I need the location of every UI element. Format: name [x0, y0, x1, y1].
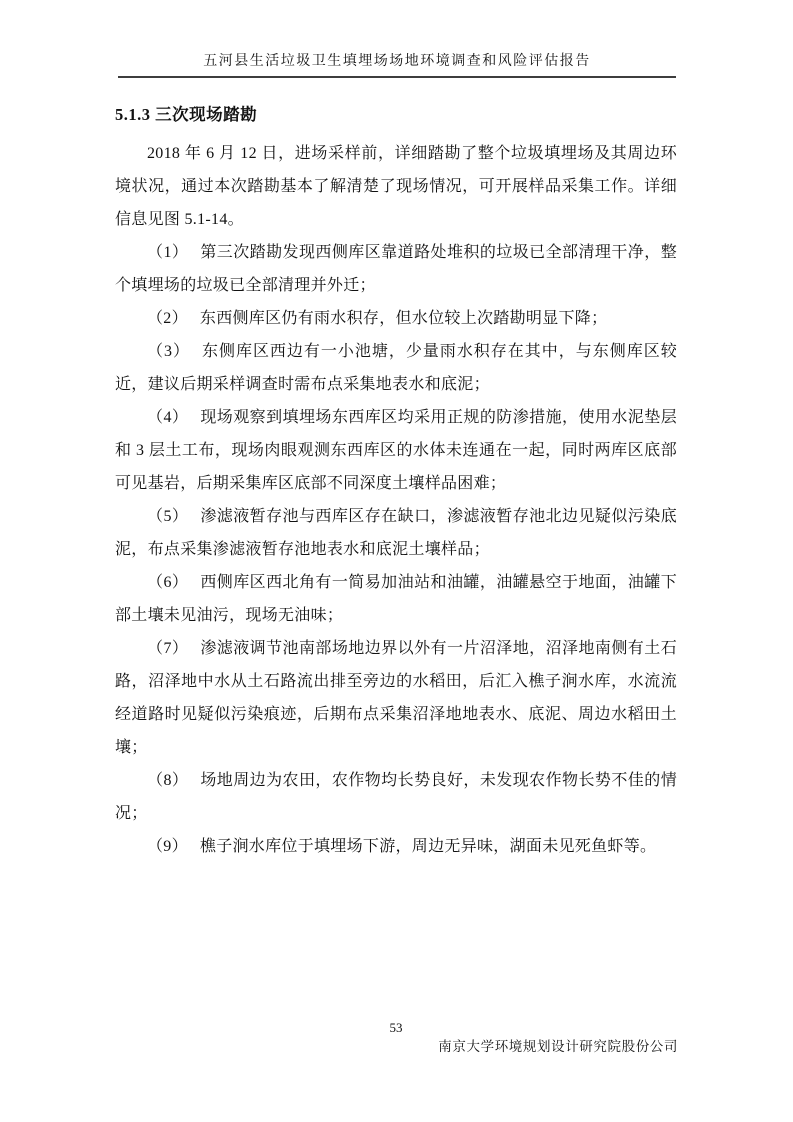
item-text: 现场观察到填埋场东西库区均采用正规的防渗措施，使用水泥垫层和 3 层土工布，现场肉眼观测东西库区的水体未连通在一起，同时两库区底部可见基岩，后期采集库区底部不同深度土壤样品困难；	[115, 409, 677, 492]
list-item	[115, 566, 677, 632]
page-number: 53	[389, 1020, 403, 1035]
item-number: （2）	[147, 310, 188, 327]
list-item	[115, 236, 677, 302]
footer-company: 南京大学环境规划设计研究院股份公司	[438, 1039, 678, 1054]
item-text: 樵子涧水库位于填埋场下游，周边无异味，湖面未见死鱼虾等。	[199, 838, 657, 855]
item-number: （6）	[147, 574, 189, 591]
header-title: 五河县生活垃圾卫生填埋场场地环境调查和风险评估报告	[203, 54, 591, 69]
item-number: （1）	[147, 244, 189, 261]
item-number: （4）	[147, 409, 189, 426]
document-body	[115, 97, 677, 863]
list-item	[115, 401, 677, 500]
item-text: 东侧库区西边有一小池塘，少量雨水积存在其中，与东侧库区较近，建议后期采样调查时需布点采集地表水和底泥；	[115, 343, 677, 393]
item-text: 第三次踏勘发现西侧库区靠道路处堆积的垃圾已全部清理干净，整个填埋场的垃圾已全部清理并外迁；	[115, 244, 677, 294]
item-text: 渗滤液调节池南部场地边界以外有一片沼泽地，沼泽地南侧有土石路，沼泽地中水从土石路流出排至旁边的水稻田，后汇入樵子涧水库，水流流经道路时见疑似污染痕迹，后期布点采集沼泽地地表水、底泥、周边水稻田土壤；	[115, 640, 677, 756]
section-heading: 5.1.3 三次现场踏勘	[115, 105, 258, 124]
page-header	[118, 52, 676, 78]
list-item	[115, 335, 677, 401]
item-text: 西侧库区西北角有一简易加油站和油罐，油罐悬空于地面，油罐下部土壤未见油污，现场无油味；	[115, 574, 677, 624]
list-item	[115, 500, 677, 566]
intro-paragraph: 2018 年 6 月 12 日，进场采样前，详细踏勘了整个垃圾填埋场及其周边环境状况，通过本次踏勘基本了解清楚了现场情况，可开展样品采集工作。详细信息见图 5.1-14。	[115, 145, 677, 228]
item-text: 渗滤液暂存池与西库区存在缺口，渗滤液暂存池北边见疑似污染底泥，布点采集渗滤液暂存池地表水和底泥土壤样品；	[115, 508, 677, 558]
list-item	[115, 764, 677, 830]
item-number: （9）	[147, 838, 188, 855]
list-item	[115, 830, 677, 863]
list-item	[115, 302, 677, 335]
item-text: 东西侧库区仍有雨水积存，但水位较上次踏勘明显下降；	[199, 310, 608, 327]
item-number: （8）	[147, 772, 189, 789]
list-item	[115, 632, 677, 764]
item-text: 场地周边为农田，农作物均长势良好，未发现农作物长势不佳的情况；	[115, 772, 677, 822]
item-number: （7）	[147, 640, 189, 657]
item-number: （3）	[147, 343, 190, 360]
item-number: （5）	[147, 508, 189, 525]
